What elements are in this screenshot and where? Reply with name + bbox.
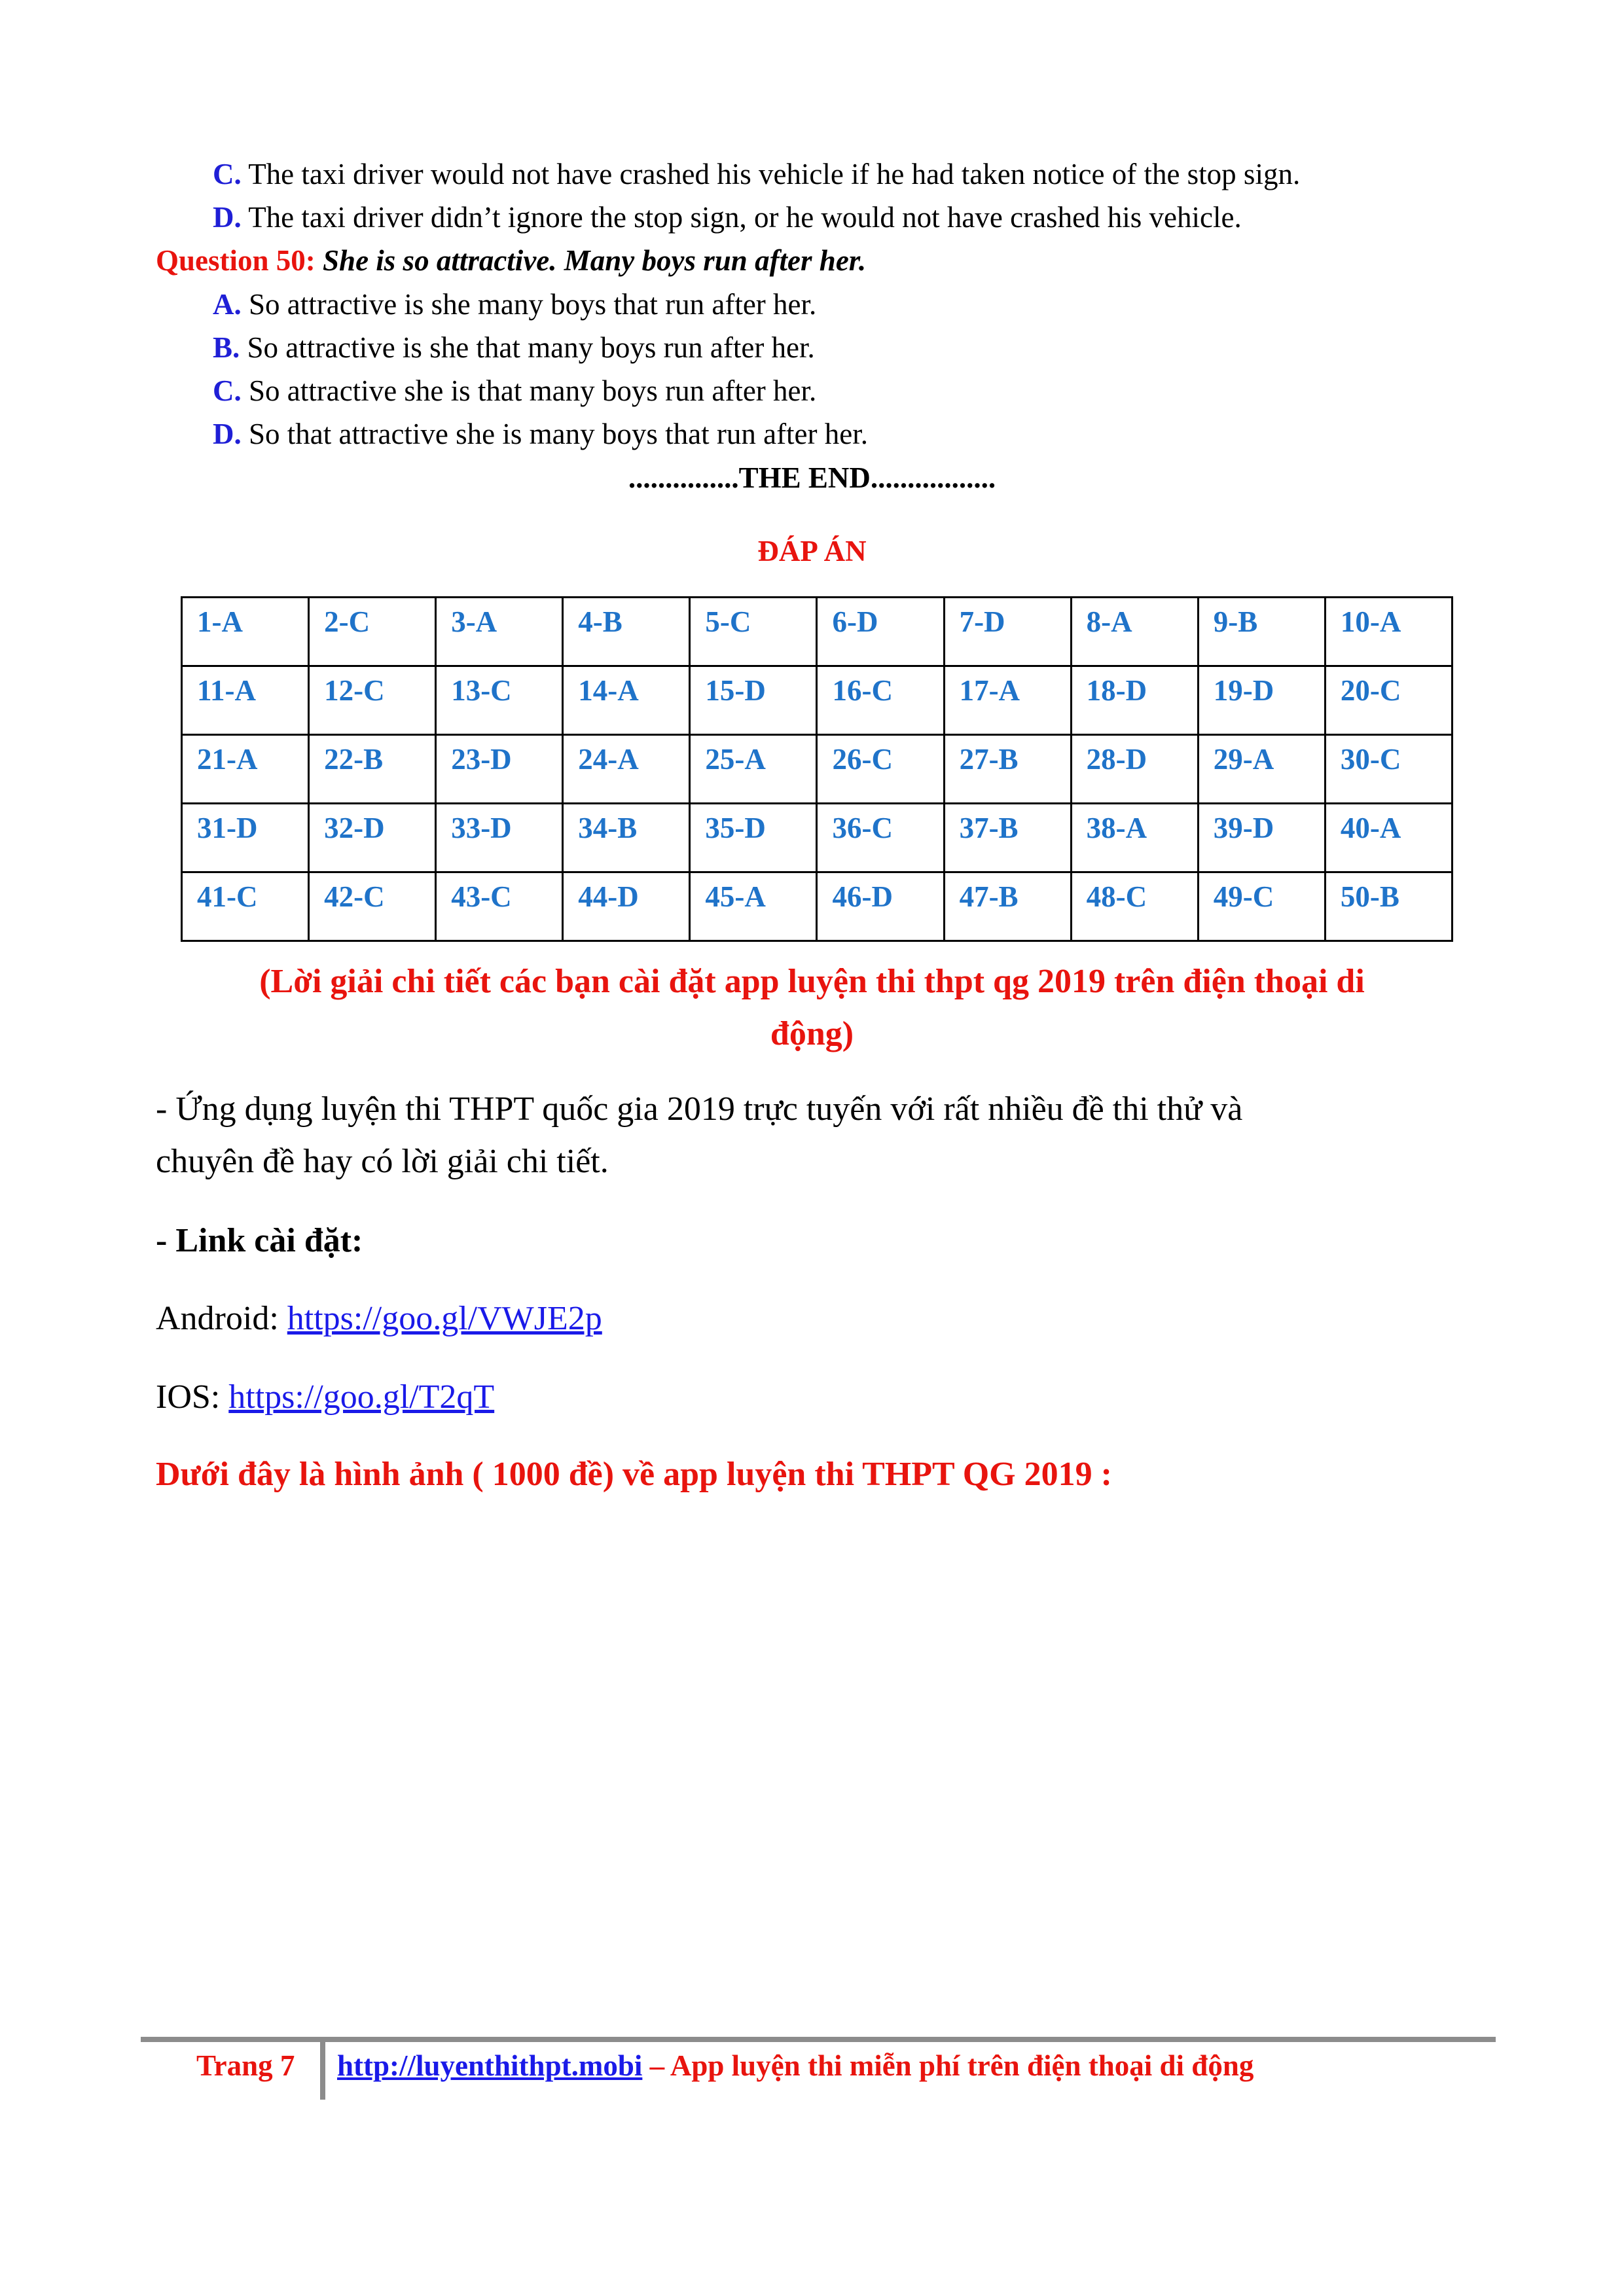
app-description-line1: - Ứng dụng luyện thi THPT quốc gia 2019 trực tuyến với rất nhiều đề thi thử và bbox=[156, 1090, 1243, 1128]
answer-cell: 40-A bbox=[1325, 804, 1452, 872]
answer-cell: 27-B bbox=[944, 735, 1071, 804]
answer-cell: 22-B bbox=[309, 735, 436, 804]
answer-cell: 36-C bbox=[817, 804, 944, 872]
answer-cell: 13-C bbox=[436, 666, 563, 735]
footer-rule bbox=[141, 2037, 1496, 2042]
answer-cell: 26-C bbox=[817, 735, 944, 804]
ios-label: IOS: bbox=[156, 1378, 229, 1416]
answer-row bbox=[182, 804, 1453, 872]
option-text: So attractive she is that many boys run after her. bbox=[249, 374, 817, 407]
q50-option-c bbox=[213, 371, 816, 410]
answers-title: ĐÁP ÁN bbox=[757, 535, 867, 567]
option-letter: C. bbox=[213, 374, 242, 407]
answer-cell: 9-B bbox=[1198, 598, 1325, 666]
answer-cell: 16-C bbox=[817, 666, 944, 735]
ios-row bbox=[156, 1371, 494, 1424]
answer-cell: 1-A bbox=[182, 598, 309, 666]
answer-table bbox=[181, 596, 1453, 942]
page-number: Trang 7 bbox=[196, 2049, 295, 2082]
option-text: So attractive is she that many boys run after her. bbox=[247, 331, 815, 364]
solution-note-line2: động) bbox=[770, 1015, 854, 1052]
option-letter: A. bbox=[213, 288, 242, 321]
answer-cell: 44-D bbox=[563, 872, 690, 941]
footer-text bbox=[337, 2049, 1254, 2083]
answer-row bbox=[182, 598, 1453, 666]
answer-cell: 11-A bbox=[182, 666, 309, 735]
answer-cell: 20-C bbox=[1325, 666, 1452, 735]
answer-cell: 42-C bbox=[309, 872, 436, 941]
answer-cell: 45-A bbox=[690, 872, 817, 941]
answer-cell: 2-C bbox=[309, 598, 436, 666]
option-letter: D. bbox=[213, 201, 242, 234]
option-text: The taxi driver didn’t ignore the stop sign, or he would not have crashed his vehicle. bbox=[248, 201, 1242, 234]
answer-cell: 50-B bbox=[1325, 872, 1452, 941]
option-text: So that attractive she is many boys that run after her. bbox=[249, 418, 868, 450]
answer-cell: 39-D bbox=[1198, 804, 1325, 872]
answer-cell: 6-D bbox=[817, 598, 944, 666]
answer-cell: 15-D bbox=[690, 666, 817, 735]
solution-note-line1: (Lời giải chi tiết các bạn cài đặt app luyện thi thpt qg 2019 trên điện thoại di bbox=[259, 963, 1365, 1000]
answer-cell: 24-A bbox=[563, 735, 690, 804]
ios-link[interactable]: https://goo.gl/T2qT bbox=[228, 1378, 495, 1416]
footer-tagline: – App luyện thi miễn phí trên điện thoại di động bbox=[642, 2049, 1254, 2082]
question-label: Question 50: bbox=[156, 244, 316, 277]
answer-cell: 33-D bbox=[436, 804, 563, 872]
answer-cell: 46-D bbox=[817, 872, 944, 941]
answer-cell: 23-D bbox=[436, 735, 563, 804]
footer-separator bbox=[320, 2042, 325, 2100]
answer-cell: 41-C bbox=[182, 872, 309, 941]
question-50 bbox=[156, 241, 866, 280]
answer-cell: 35-D bbox=[690, 804, 817, 872]
answer-cell: 8-A bbox=[1071, 598, 1198, 666]
option-letter: D. bbox=[213, 418, 242, 450]
link-heading: - Link cài đặt: bbox=[156, 1222, 363, 1259]
footer-site-link[interactable]: http://luyenthithpt.mobi bbox=[337, 2049, 643, 2082]
answer-cell: 37-B bbox=[944, 804, 1071, 872]
answer-cell: 7-D bbox=[944, 598, 1071, 666]
answer-cell: 28-D bbox=[1071, 735, 1198, 804]
answer-cell: 48-C bbox=[1071, 872, 1198, 941]
answer-cell: 10-A bbox=[1325, 598, 1452, 666]
answer-row bbox=[182, 666, 1453, 735]
option-letter: C. bbox=[213, 158, 242, 190]
q50-option-d bbox=[213, 414, 868, 454]
answer-cell: 17-A bbox=[944, 666, 1071, 735]
answer-cell: 5-C bbox=[690, 598, 817, 666]
answer-cell: 30-C bbox=[1325, 735, 1452, 804]
answer-row bbox=[182, 735, 1453, 804]
answer-cell: 25-A bbox=[690, 735, 817, 804]
question-text: She is so attractive. Many boys run after her. bbox=[323, 244, 867, 277]
answer-cell: 18-D bbox=[1071, 666, 1198, 735]
answer-cell: 29-A bbox=[1198, 735, 1325, 804]
app-description-line2: chuyên đề hay có lời giải chi tiết. bbox=[156, 1143, 609, 1180]
answer-cell: 38-A bbox=[1071, 804, 1198, 872]
q50-option-b bbox=[213, 328, 815, 367]
option-text: The taxi driver would not have crashed his vehicle if he had taken notice of the stop sign. bbox=[248, 158, 1301, 190]
android-link[interactable]: https://goo.gl/VWJE2p bbox=[287, 1300, 602, 1337]
answer-cell: 47-B bbox=[944, 872, 1071, 941]
q49-option-d bbox=[213, 198, 1242, 237]
answer-row bbox=[182, 872, 1453, 941]
answer-cell: 21-A bbox=[182, 735, 309, 804]
q50-option-a bbox=[213, 285, 816, 324]
option-text: So attractive is she many boys that run after her. bbox=[249, 288, 817, 321]
answer-cell: 4-B bbox=[563, 598, 690, 666]
answer-cell: 31-D bbox=[182, 804, 309, 872]
answer-cell: 19-D bbox=[1198, 666, 1325, 735]
answer-cell: 49-C bbox=[1198, 872, 1325, 941]
q49-option-c bbox=[213, 154, 1300, 194]
answer-cell: 3-A bbox=[436, 598, 563, 666]
android-label: Android: bbox=[156, 1300, 287, 1337]
images-note: Dưới đây là hình ảnh ( 1000 đề) về app luyện thi THPT QG 2019 : bbox=[156, 1456, 1112, 1493]
answer-cell: 14-A bbox=[563, 666, 690, 735]
the-end: ...............THE END................. bbox=[628, 461, 996, 494]
answer-cell: 32-D bbox=[309, 804, 436, 872]
option-letter: B. bbox=[213, 331, 240, 364]
android-row bbox=[156, 1293, 602, 1345]
answer-cell: 12-C bbox=[309, 666, 436, 735]
answer-cell: 34-B bbox=[563, 804, 690, 872]
answer-cell: 43-C bbox=[436, 872, 563, 941]
